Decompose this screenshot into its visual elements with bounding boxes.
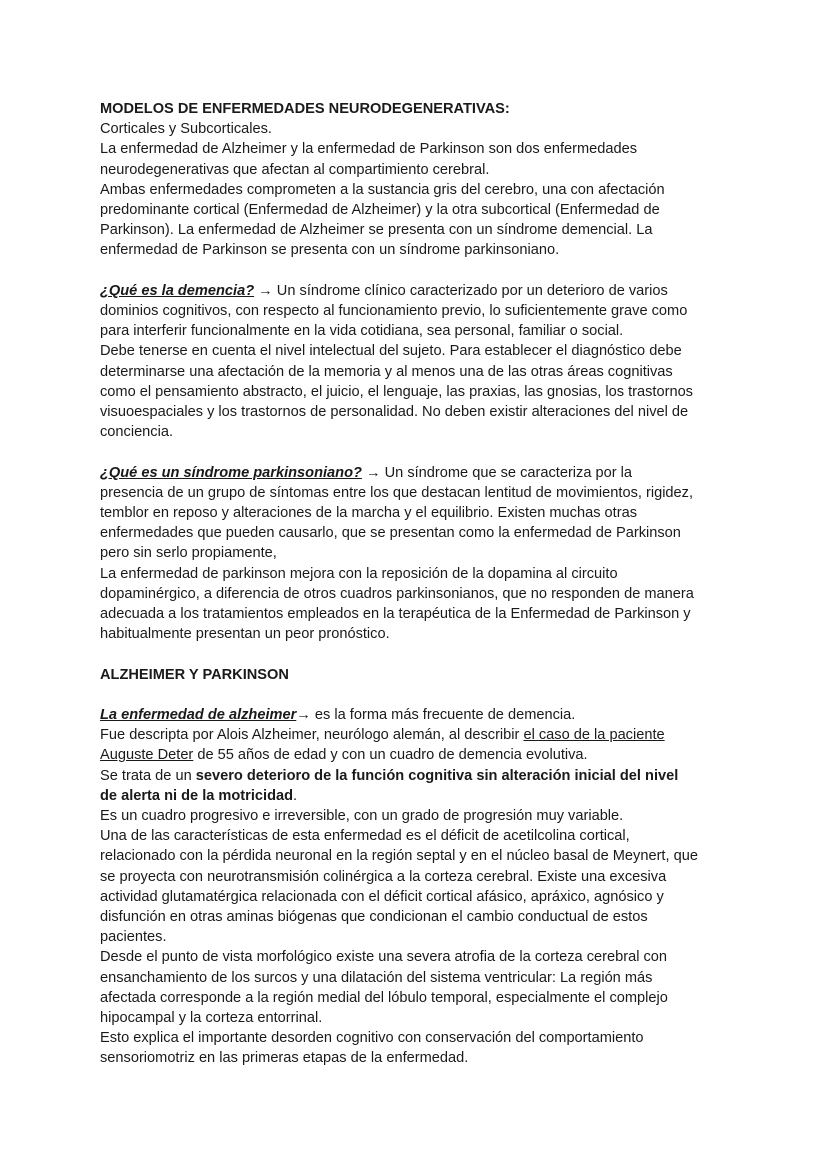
text-fragment: . bbox=[293, 787, 298, 804]
text-line: predominante cortical (Enfermedad de Alzheimer) y la otra subcortical (Enfermedad de bbox=[100, 202, 660, 219]
text-line: La enfermedad de parkinson mejora con la reposición de la dopamina al circuito bbox=[100, 565, 618, 582]
text-line: habitualmente presentan un peor pronóstico. bbox=[100, 626, 390, 643]
paragraph-gap bbox=[100, 442, 768, 462]
bold-text: de alerta ni de la motricidad bbox=[100, 787, 294, 804]
text-line bbox=[100, 281, 768, 301]
text-line bbox=[100, 725, 768, 745]
text-line: disfunción en otras aminas biógenas que condicionan el cambio conductual de estos bbox=[100, 909, 648, 926]
text-line: temblor en reposo y alteraciones de la marcha y el equilibrio. Existen muchas otras bbox=[100, 505, 637, 522]
text-line: conciencia. bbox=[100, 424, 174, 441]
text-fragment: → es la forma más frecuente de demencia. bbox=[296, 707, 576, 724]
text-line: La enfermedad de Alzheimer y la enfermedad de Parkinson son dos enfermedades bbox=[100, 141, 638, 158]
text-line: neurodegenerativas que afectan al compartimiento cerebral. bbox=[100, 161, 490, 178]
text-line: Parkinson). La enfermedad de Alzheimer se presenta con un síndrome demencial. La bbox=[100, 222, 653, 239]
text-line: enfermedades que pueden causarlo, que se presentan como la enfermedad de Parkinson bbox=[100, 525, 681, 542]
text-fragment: → Un síndrome clínico caracterizado por un deterioro de varios bbox=[254, 282, 668, 299]
paragraph-gap bbox=[100, 644, 768, 664]
text-line: afectada corresponde a la región medial del lóbulo temporal, especialmente el complejo bbox=[100, 989, 668, 1006]
text-line: enfermedad de Parkinson se presenta con un síndrome parkinsoniano. bbox=[100, 242, 560, 259]
text-line: dominios cognitivos, con respecto al funcionamiento previo, lo suficientemente grave como bbox=[100, 303, 688, 320]
text-line: Ambas enfermedades comprometen a la sustancia gris del cerebro, una con afectación bbox=[100, 181, 665, 198]
text-line: dopaminérgico, a diferencia de otros cuadros parkinsonianos, que no responden de manera bbox=[100, 585, 694, 602]
text-line: Una de las características de esta enfermedad es el déficit de acetilcolina cortical, bbox=[100, 828, 630, 845]
text-fragment: Se trata de un bbox=[100, 767, 196, 784]
text-line: pacientes. bbox=[100, 929, 167, 946]
alzheimer-heading: La enfermedad de alzheimer bbox=[100, 707, 297, 724]
text-line: como el pensamiento abstracto, el juicio, el lenguaje, las praxias, las gnosias, los trastornos bbox=[100, 383, 693, 400]
text-line bbox=[100, 786, 768, 806]
text-line: sensoriomotriz en las primeras etapas de la enfermedad. bbox=[100, 1050, 469, 1067]
text-line: ensanchamiento de los surcos y una dilatación del sistema ventricular: La región más bbox=[100, 969, 653, 986]
text-line: pero sin serlo propiamente, bbox=[100, 545, 277, 562]
text-line bbox=[100, 463, 768, 483]
parkinsonian-section bbox=[100, 463, 768, 645]
alzheimer-section bbox=[100, 705, 768, 1069]
underlined-text: Auguste Deter bbox=[100, 747, 194, 764]
paragraph-gap bbox=[100, 685, 768, 705]
text-line: presencia de un grupo de síntomas entre los que destacan lentitud de movimientos, rigidez, bbox=[100, 484, 694, 501]
text-line: Desde el punto de vista morfológico existe una severa atrofia de la corteza cerebral con bbox=[100, 949, 668, 966]
text-line: relacionado con la pérdida neuronal en la región septal y en el núcleo basal de Meynert, que bbox=[100, 848, 698, 865]
text-line bbox=[100, 766, 768, 786]
intro-section bbox=[100, 99, 768, 261]
bold-text: severo deterioro de la función cognitiva sin alteración inicial del nivel bbox=[195, 767, 679, 784]
text-line: Debe tenerse en cuenta el nivel intelectual del sujeto. Para establecer el diagnóstico debe bbox=[100, 343, 682, 360]
text-line: Es un cuadro progresivo e irreversible, con un grado de progresión muy variable. bbox=[100, 808, 624, 825]
text-line: hipocampal y la corteza entorrinal. bbox=[100, 1010, 323, 1027]
text-line: determinarse una afectación de la memoria y al menos una de las otras áreas cognitivas bbox=[100, 363, 673, 380]
text-line: actividad glutamatérgica relacionada con el déficit cortical afásico, apráxico, agnósico y bbox=[100, 888, 664, 905]
text-line: se proyecta con neurotransmisión colinérgica a la corteza cerebral. Existe una excesiva bbox=[100, 868, 667, 885]
section-heading-block bbox=[100, 665, 768, 685]
text-fragment: Fue descripta por Alois Alzheimer, neurólogo alemán, al describir bbox=[100, 727, 524, 744]
parkinsonian-question: ¿Qué es un síndrome parkinsoniano? bbox=[100, 464, 362, 481]
text-line: Corticales y Subcorticales. bbox=[100, 121, 272, 138]
text-fragment: → Un síndrome que se caracteriza por la bbox=[361, 464, 633, 481]
text-line: para interferir funcionalmente en la vida cotidiana, sea personal, familiar o social. bbox=[100, 323, 624, 340]
text-line: Esto explica el importante desorden cognitivo con conservación del comportamiento bbox=[100, 1030, 644, 1047]
underlined-text: el caso de la paciente bbox=[523, 727, 665, 744]
section-heading: ALZHEIMER Y PARKINSON bbox=[100, 666, 289, 683]
text-line: visuoespaciales y los trastornos de personalidad. No deben existir alteraciones del nivel de bbox=[100, 404, 689, 421]
text-line bbox=[100, 745, 768, 765]
dementia-question: ¿Qué es la demencia? bbox=[100, 282, 255, 299]
paragraph-gap bbox=[100, 261, 768, 281]
dementia-section bbox=[100, 281, 768, 443]
text-line: adecuada a los tratamientos empleados en la terapéutica de la Enfermedad de Parkinson y bbox=[100, 606, 691, 623]
document-title: MODELOS DE ENFERMEDADES NEURODEGENERATIVAS: bbox=[100, 101, 510, 117]
text-fragment: de 55 años de edad y con un cuadro de demencia evolutiva. bbox=[193, 747, 588, 764]
text-line bbox=[100, 705, 768, 725]
